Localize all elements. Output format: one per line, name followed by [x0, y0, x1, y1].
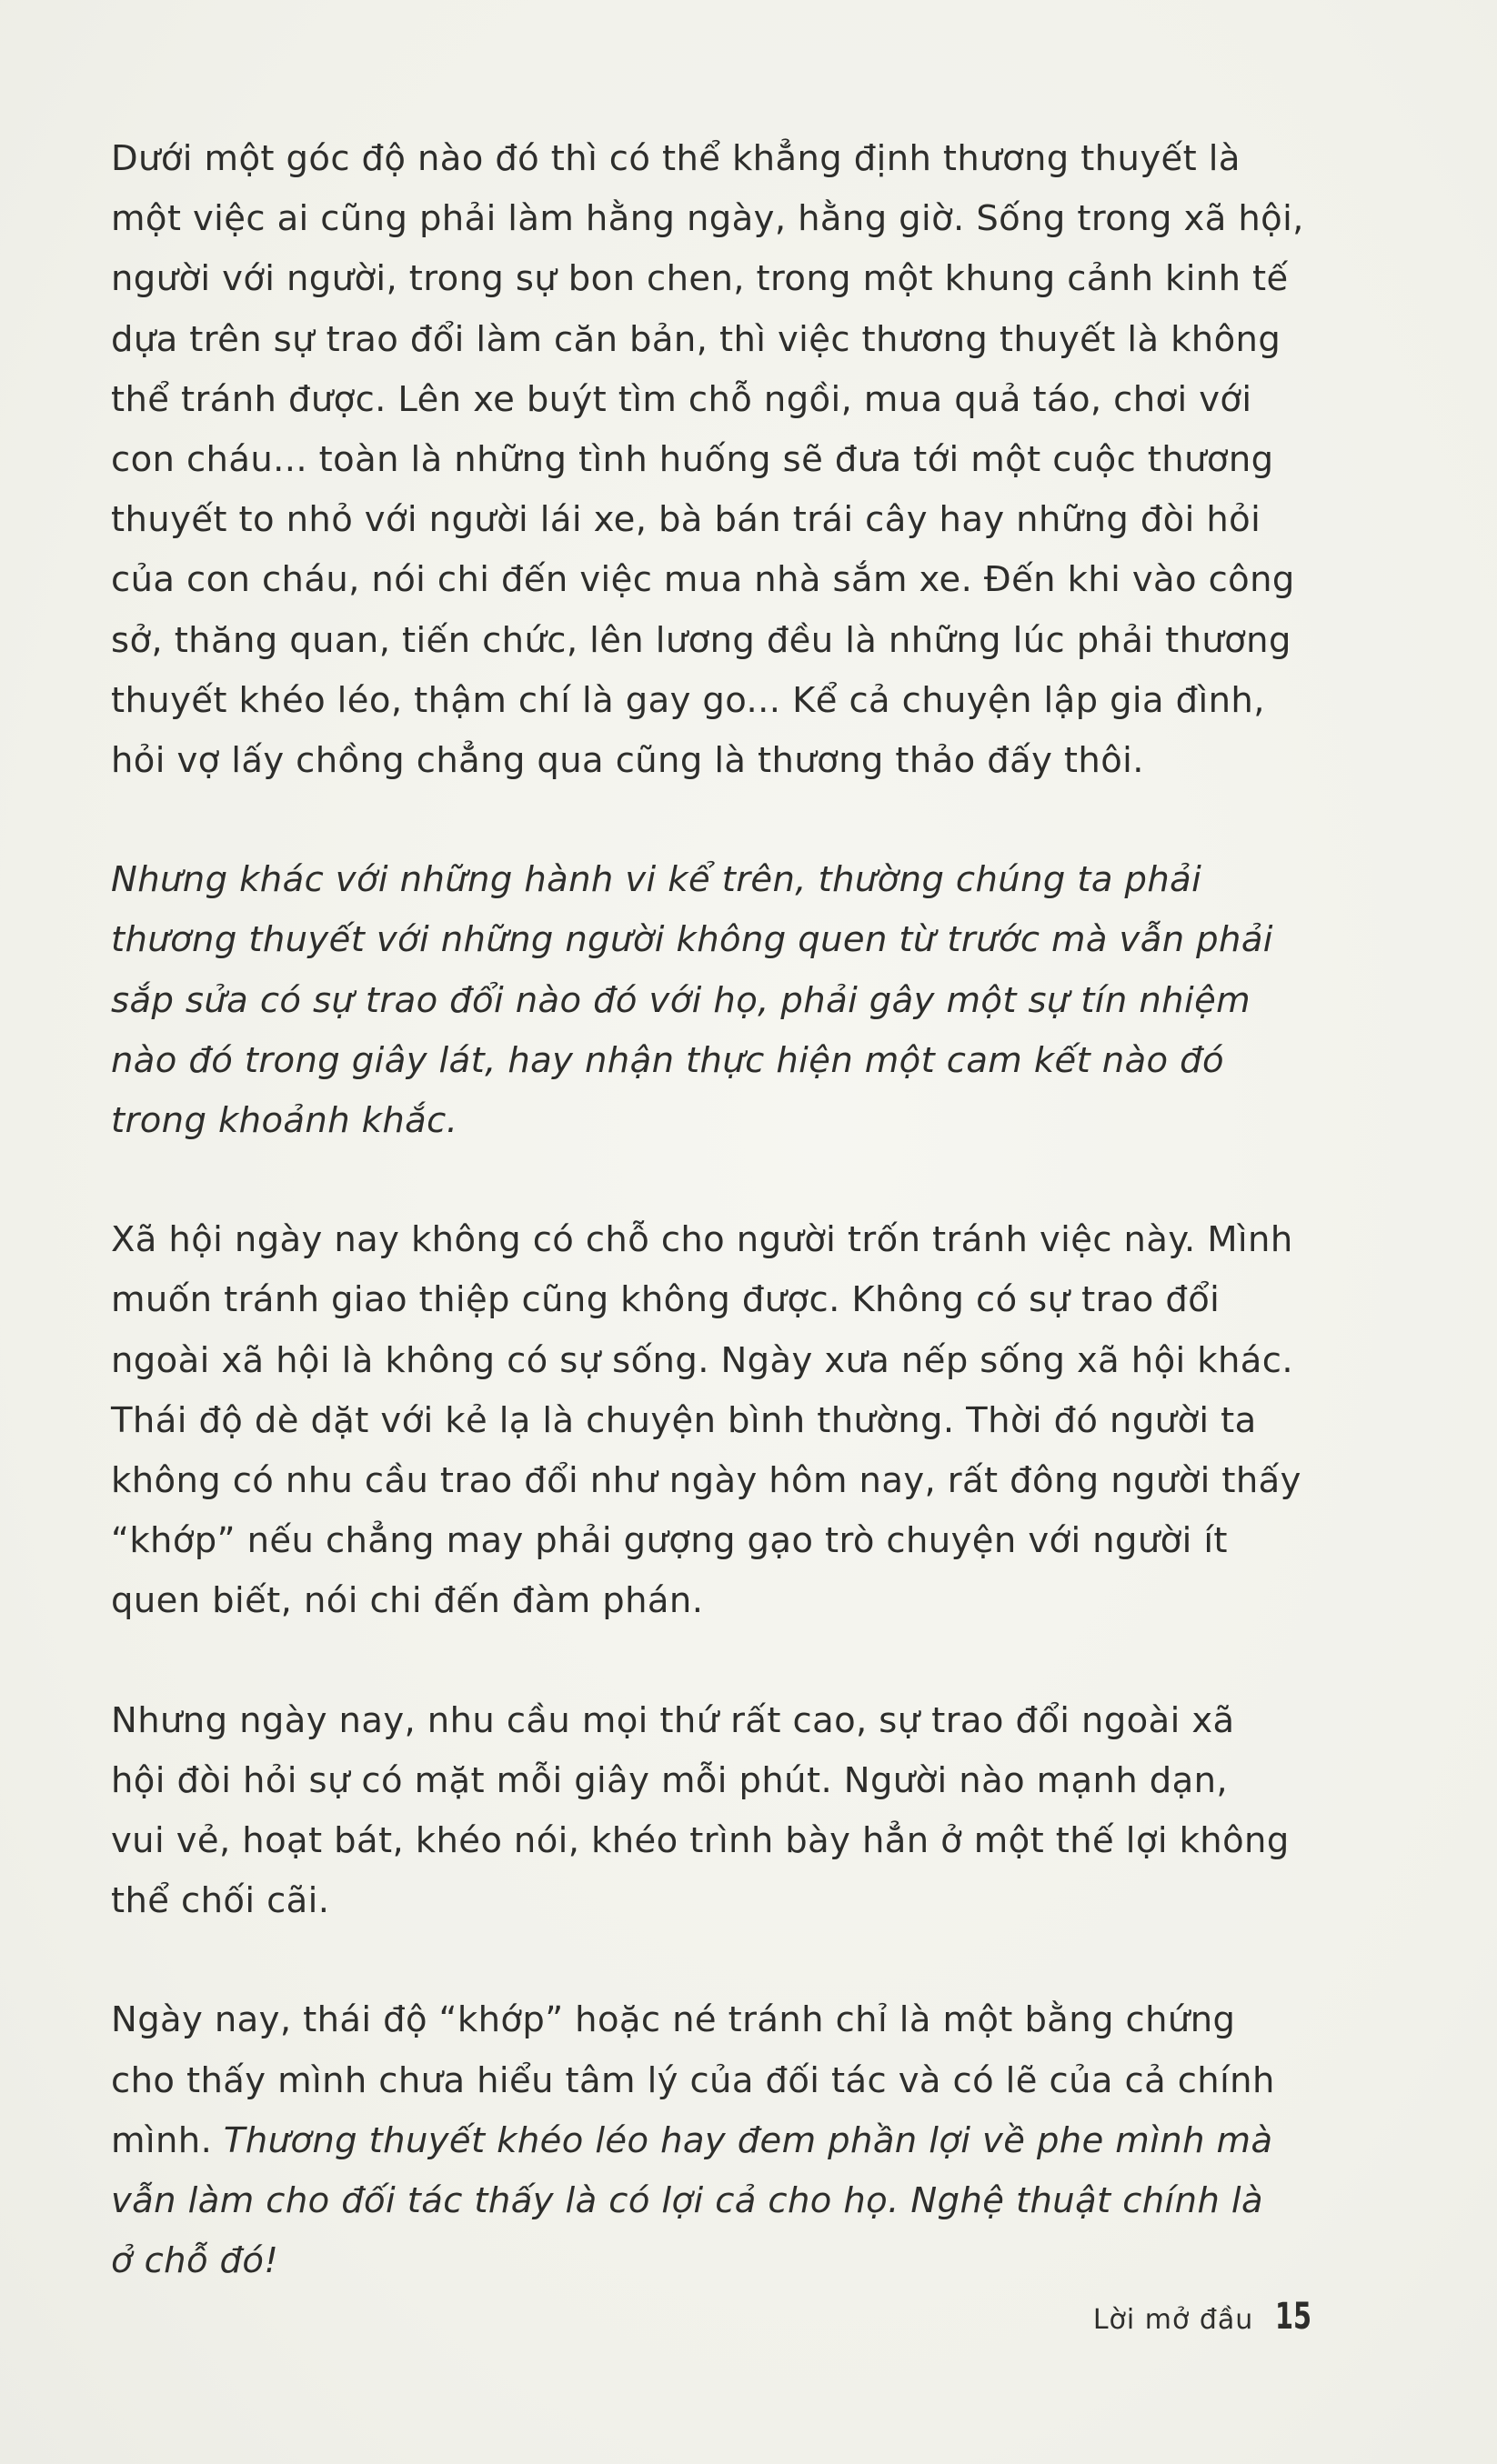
paragraph — [111, 1210, 1341, 1631]
text-line: một việc ai cũng phải làm hằng ngày, hằng giờ. Sống trong xã hội, — [111, 198, 1304, 240]
chapter-title: Lời mở đầu — [1092, 2304, 1254, 2336]
text-line: sắp sửa có sự trao đổi nào đó với họ, phải gây một sự tín nhiệm — [111, 979, 1251, 1021]
text-line: thể chối cãi. — [111, 1880, 330, 1922]
text-line: thuyết to nhỏ với người lái xe, bà bán trái cây hay những đòi hỏi — [111, 499, 1261, 541]
text-line: Thái độ dè dặt với kẻ lạ là chuyện bình thường. Thời đó người ta — [111, 1399, 1257, 1441]
text-line: thể tránh được. Lên xe buýt tìm chỗ ngồi, mua quả táo, chơi với — [111, 378, 1252, 420]
text-line: quen biết, nói chi đến đàm phán. — [111, 1580, 704, 1622]
text-line: ngoài xã hội là không có sự sống. Ngày xưa nếp sống xã hội khác. — [111, 1339, 1293, 1381]
text-line: hội đòi hỏi sự có mặt mỗi giây mỗi phút. Người nào mạnh dạn, — [111, 1759, 1229, 1801]
text-line: ở chỗ đó! — [111, 2240, 279, 2282]
text-line: muốn tránh giao thiệp cũng không được. Không có sự trao đổi — [111, 1279, 1221, 1321]
text-segment: mình. — [111, 2119, 224, 2161]
paragraph-final — [111, 1990, 1341, 2291]
text-line: Ngày nay, thái độ “khớp” hoặc né tránh chỉ là một bằng chứng — [111, 1999, 1236, 2041]
text-line: sở, thăng quan, tiến chức, lên lương đều là những lúc phải thương — [111, 619, 1291, 661]
text-line: dựa trên sự trao đổi làm căn bản, thì việc thương thuyết là không — [111, 318, 1281, 360]
page-footer — [1093, 2296, 1326, 2338]
text-line: không có nhu cầu trao đổi như ngày hôm nay, rất đông người thấy — [111, 1460, 1301, 1502]
text-line: thuyết khéo léo, thậm chí là gay go... Kể cả chuyện lập gia đình, — [111, 679, 1265, 721]
paragraph-list — [111, 129, 1341, 1931]
text-line: Xã hội ngày nay không có chỗ cho người trốn tránh việc này. Mình — [111, 1219, 1293, 1261]
paragraph — [111, 1691, 1341, 1932]
paragraph — [111, 129, 1341, 791]
text-line: người với người, trong sự bon chen, trong một khung cảnh kinh tế — [111, 258, 1289, 300]
italic-segment: Thương thuyết khéo léo hay đem phần lợi về phe mình mà — [223, 2119, 1273, 2161]
text-line: vẫn làm cho đối tác thấy là có lợi cả cho họ. Nghệ thuật chính là — [111, 2180, 1263, 2222]
text-line: trong khoảnh khắc. — [111, 1100, 458, 1142]
body-text — [111, 129, 1341, 2351]
text-line: Dưới một góc độ nào đó thì có thể khẳng định thương thuyết là — [111, 138, 1241, 179]
text-line: Nhưng ngày nay, nhu cầu mọi thứ rất cao, sự trao đổi ngoài xã — [111, 1699, 1235, 1741]
paragraph — [111, 850, 1341, 1151]
text-line — [111, 2111, 1341, 2171]
text-line: Nhưng khác với những hành vi kể trên, thường chúng ta phải — [111, 859, 1202, 901]
text-line: hỏi vợ lấy chồng chẳng qua cũng là thương thảo đấy thôi. — [111, 740, 1144, 782]
text-line: nào đó trong giây lát, hay nhận thực hiện một cam kết nào đó — [111, 1039, 1224, 1081]
text-line: của con cháu, nói chi đến việc mua nhà sắm xe. Đến khi vào công — [111, 559, 1295, 601]
text-line: thương thuyết với những người không quen từ trước mà vẫn phải — [111, 919, 1273, 961]
text-line: con cháu... toàn là những tình huống sẽ đưa tới một cuộc thương — [111, 439, 1274, 481]
text-line: vui vẻ, hoạt bát, khéo nói, khéo trình bày hẳn ở một thế lợi không — [111, 1820, 1290, 1862]
page-number: 15 — [1275, 2296, 1312, 2338]
text-line: “khớp” nếu chẳng may phải gượng gạo trò chuyện với người ít — [111, 1520, 1228, 1562]
text-line: cho thấy mình chưa hiểu tâm lý của đối tác và có lẽ của cả chính — [111, 2059, 1275, 2101]
